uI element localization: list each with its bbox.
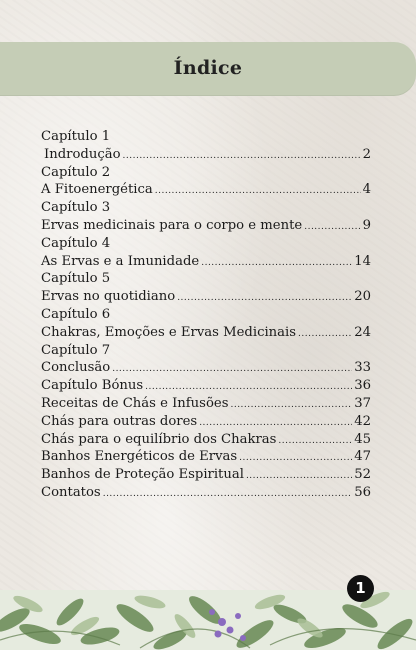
toc-page-number: 33: [354, 360, 371, 376]
toc-row: [41, 324, 371, 342]
toc-entry-label: Capítulo Bónus: [41, 378, 144, 394]
toc-entry-label: Indrodução: [44, 146, 121, 162]
dot-leader: [246, 468, 352, 486]
toc-entry-label: Capítulo 4: [41, 235, 111, 251]
toc-entry-label: A Fitoenergética: [41, 182, 153, 198]
toc-entry-label: Chás para o equilíbrio dos Chakras: [41, 431, 277, 447]
toc-page-number: 2: [362, 146, 371, 162]
toc-row: [41, 413, 371, 431]
toc-row: [41, 181, 371, 199]
toc-entry-label: Capítulo 1: [41, 129, 111, 144]
toc-page-number: 42: [354, 413, 371, 429]
toc-row: [41, 199, 371, 217]
toc-row: [41, 128, 371, 146]
toc-page-number: 52: [354, 467, 371, 483]
dot-leader: [103, 486, 353, 504]
toc-row: [41, 235, 371, 253]
title-banner: [0, 42, 416, 96]
toc-entry-label: Capítulo 6: [41, 306, 111, 322]
toc-row: [41, 431, 371, 449]
page-title: Índice: [173, 57, 243, 79]
toc-entry-label: Chás para outras dores: [41, 413, 198, 429]
toc-row: [41, 253, 371, 271]
toc-row: [41, 484, 371, 502]
toc-row: [41, 342, 371, 360]
page-number-badge: 1: [347, 575, 374, 602]
toc-page-number: 56: [354, 484, 371, 500]
toc-page-number: 14: [354, 253, 371, 269]
toc-entry-label: Banhos Energéticos de Ervas: [41, 449, 238, 465]
toc-page-number: 37: [354, 395, 371, 411]
toc-row: [41, 395, 371, 413]
toc-row: [41, 146, 371, 164]
dot-leader: [278, 433, 352, 451]
dot-leader: [298, 326, 352, 344]
toc-row: [41, 377, 371, 395]
toc-page-number: 9: [362, 217, 371, 233]
toc-row: [41, 164, 371, 182]
toc-entry-label: Receitas de Chás e Infusões: [41, 395, 229, 411]
dot-leader: [304, 219, 360, 237]
toc-page-number: 4: [362, 182, 371, 198]
dot-leader: [177, 290, 352, 308]
dot-leader: [112, 361, 352, 379]
toc-row: [41, 288, 371, 306]
toc-entry-label: Contatos: [41, 484, 101, 500]
toc-row: [41, 359, 371, 377]
toc-entry-label: Capítulo 5: [41, 271, 111, 287]
dot-leader: [201, 255, 352, 273]
toc-entry-label: Capítulo 3: [41, 200, 111, 216]
toc-page-number: 45: [354, 431, 371, 447]
toc-entry-label: Conclusão: [41, 360, 111, 376]
toc-entry-label: Ervas no quotidiano: [41, 289, 176, 305]
toc-page-number: 36: [354, 378, 371, 394]
toc-entry-label: Banhos de Proteção Espiritual: [41, 467, 244, 483]
dot-leader: [239, 450, 352, 468]
dot-leader: [230, 397, 352, 415]
toc-row: [41, 306, 371, 324]
toc-page-number: 24: [354, 324, 371, 340]
toc-entry-label: Capítulo 2: [41, 164, 111, 180]
table-of-contents: [41, 128, 371, 502]
toc-row: [41, 448, 371, 466]
dot-leader: [123, 148, 361, 166]
toc-entry-label: As Ervas e a Imunidade: [41, 253, 200, 269]
toc-page-number: 20: [354, 289, 371, 305]
toc-entry-label: Ervas medicinais para o corpo e mente: [41, 217, 303, 233]
toc-row: [41, 217, 371, 235]
toc-row: [41, 466, 371, 484]
toc-row: [41, 270, 371, 288]
dot-leader: [155, 183, 361, 201]
toc-page-number: 47: [354, 449, 371, 465]
toc-entry-label: Capítulo 7: [41, 342, 111, 358]
toc-entry-label: Chakras, Emoções e Ervas Medicinais: [41, 324, 297, 340]
